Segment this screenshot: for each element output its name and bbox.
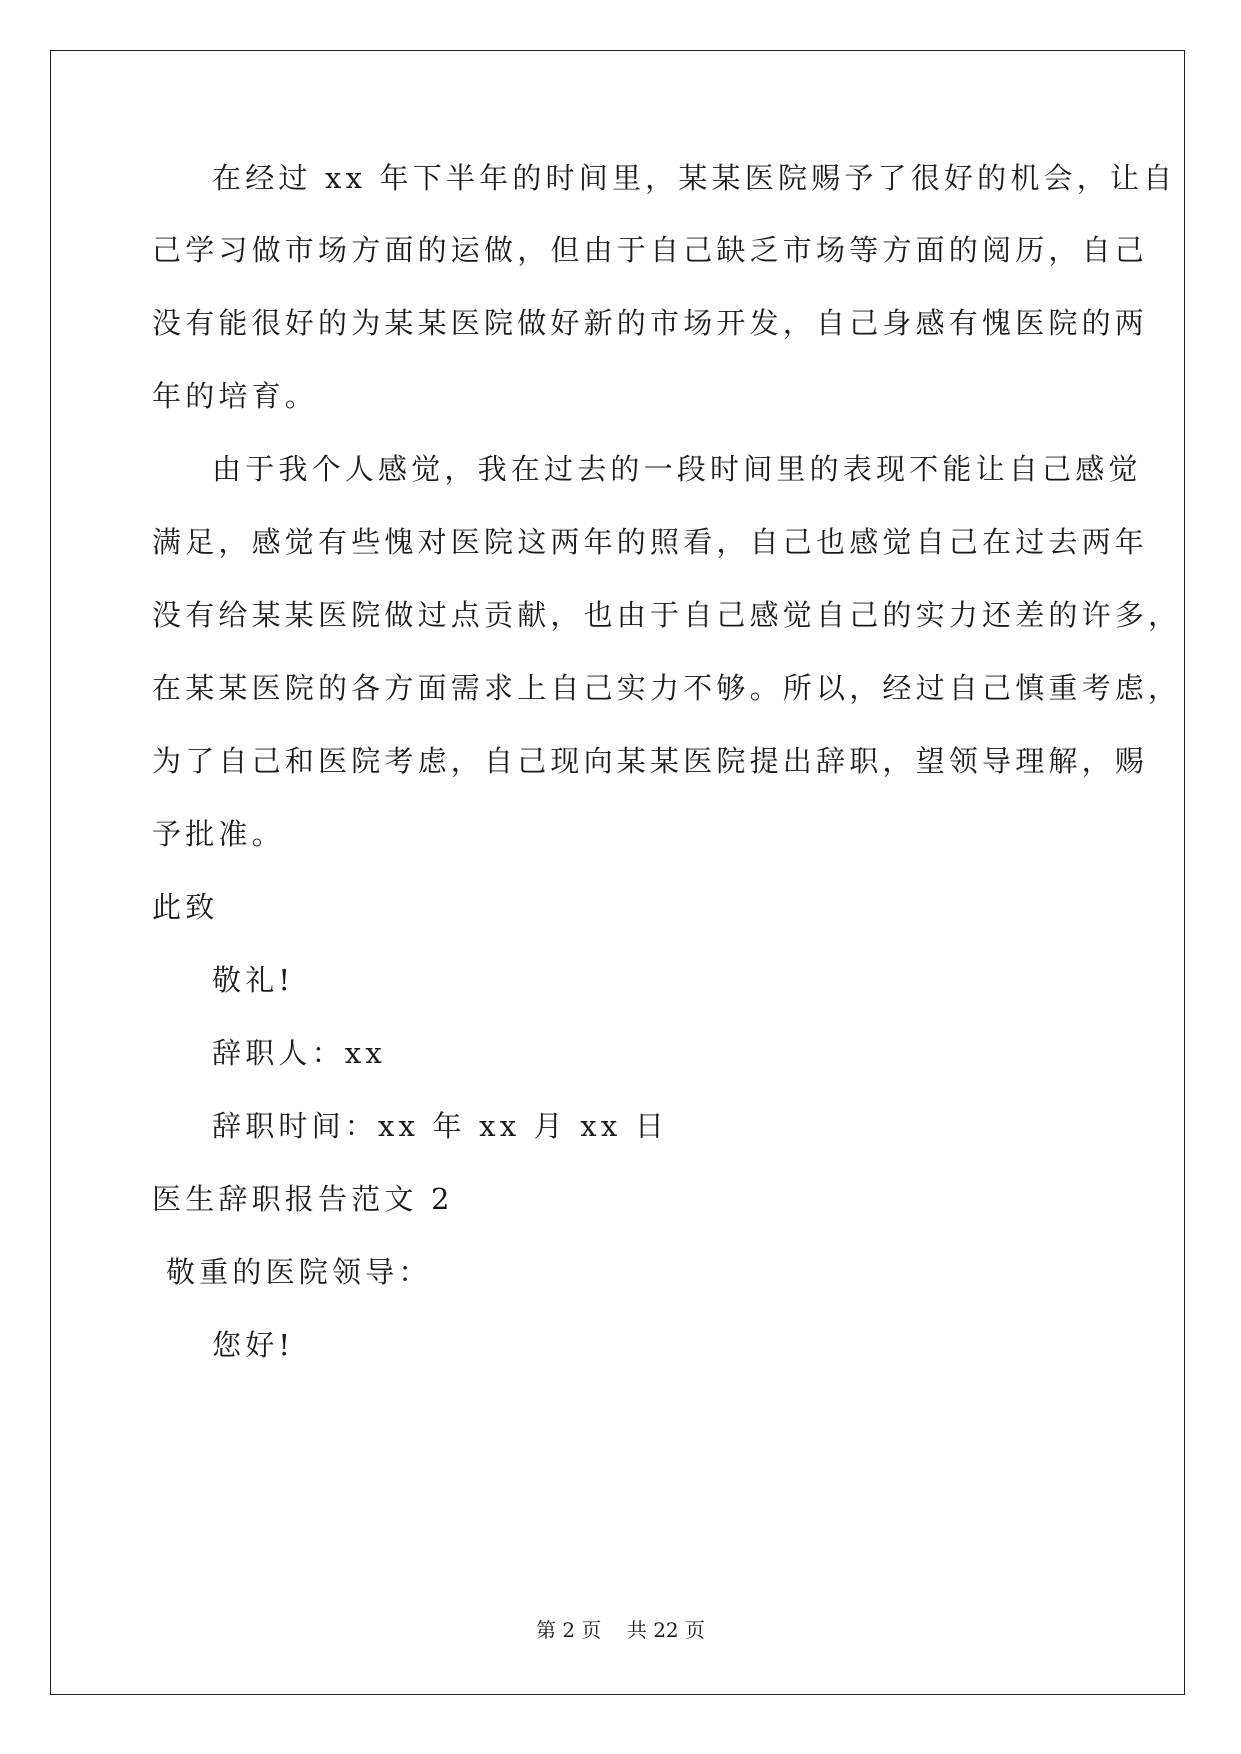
paragraph-1-line-1: 在经过 xx 年下半年的时间里，某某医院赐予了很好的机会，让自: [212, 161, 1177, 195]
page-border: [50, 50, 1185, 1695]
paragraph-1-line-4: 年的培育。: [152, 379, 319, 413]
greeting-hello: 您好!: [212, 1328, 295, 1362]
resigner-name: 辞职人：xx: [212, 1036, 386, 1070]
closing-regards: 敬礼!: [212, 963, 295, 997]
paragraph-2-line-1: 由于我个人感觉，我在过去的一段时间里的表现不能让自己感觉: [212, 452, 1142, 486]
paragraph-2-line-6: 予批准。: [152, 817, 285, 851]
paragraph-2-line-5: 为了自己和医院考虑，自己现向某某医院提出辞职，望领导理解，赐: [152, 744, 1149, 778]
paragraph-2-line-4: 在某某医院的各方面需求上自己实力不够。所以，经过自己慎重考虑，: [152, 671, 1182, 705]
section-heading: 医生辞职报告范文 2: [152, 1182, 454, 1216]
page-number-footer: 第 2 页 共 22 页: [535, 1618, 706, 1642]
closing-salutation: 此致: [152, 890, 219, 924]
paragraph-2-line-2: 满足，感觉有些愧对医院这两年的照看，自己也感觉自己在过去两年: [152, 525, 1149, 559]
resignation-date: 辞职时间：xx 年 xx 月 xx 日: [212, 1109, 669, 1143]
paragraph-1-line-3: 没有能很好的为某某医院做好新的市场开发，自己身感有愧医院的两: [152, 306, 1149, 340]
greeting-recipient: 敬重的医院领导：: [166, 1255, 432, 1289]
paragraph-2-line-3: 没有给某某医院做过点贡献，也由于自己感觉自己的实力还差的许多，: [152, 598, 1182, 632]
paragraph-1-line-2: 己学习做市场方面的运做，但由于自己缺乏市场等方面的阅历，自己: [152, 233, 1149, 267]
